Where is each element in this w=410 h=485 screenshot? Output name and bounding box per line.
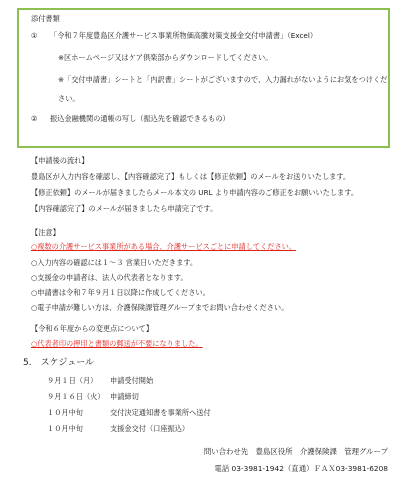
attachment-1-number: ① — [31, 31, 38, 40]
schedule-date-2: ９月１６日（火） — [47, 392, 105, 401]
schedule-date-4: １０月中旬 — [47, 424, 83, 433]
flow-line-1: 豊島区が入力内容を確認し、【内容確認完了】もしくは【修正依頼】のメールをお送りいたします。 — [31, 172, 351, 181]
note-4: ○申請書は令和７年９月１日以降に作成してください。 — [31, 288, 210, 297]
schedule-event-2: 申請締切 — [110, 392, 139, 401]
schedule-event-3: 交付決定通知書を事業所へ送付 — [110, 408, 211, 417]
schedule-date-3: １０月中旬 — [47, 408, 83, 417]
schedule-heading: 5. スケジュール — [23, 358, 95, 368]
flow-title: 【申請後の流れ】 — [31, 156, 89, 165]
change-1-warning: ○代表者印の押印と書類の郵送が不要になりました。 — [31, 339, 203, 348]
note-2: ○入力内容の確認には１～３ 営業日いただきます。 — [31, 258, 198, 267]
attachment-2-text: 振込金融機関の通帳の写し（振込先を確認できるもの） — [50, 114, 230, 123]
note-5: ○電子申請が難しい方は、介護保険課管理グループまでお問い合わせください。 — [31, 303, 289, 312]
contact-line-1: 問い合わせ先 豊島区役所 介護保険課 管理グループ — [203, 447, 388, 456]
attachment-1-note-1: ※区ホームページ又はケア倶楽部からダウンロードしてください。 — [58, 53, 273, 62]
notes-title: 【注意】 — [31, 228, 60, 237]
changes-title: 【令和６年度からの変更点について】 — [31, 324, 154, 333]
flow-line-3: 【内容確認完了】のメールが届きましたら申請完了です。 — [31, 204, 218, 213]
attachment-2-number: ② — [31, 114, 38, 123]
attachment-1-text: 「令和７年度豊島区介護サービス事業所物価高騰対策支援金交付申請書」（Excel） — [50, 31, 318, 40]
schedule-event-4: 支援金交付（口座振込） — [110, 424, 190, 433]
schedule-date-1: ９月１日（月） — [47, 376, 98, 385]
flow-line-2: 【修正依頼】のメールが届きましたらメール本文の URL より申請内容のご修正をお願いいたします。 — [31, 188, 359, 197]
note-1-warning: ○複数の介護サービス事業所がある場合、介護サービスごとに申請してください。 — [31, 242, 297, 251]
note-3: ○支援金の申請者は、法人の代表者となります。 — [31, 273, 188, 282]
attachment-1-note-2: ※「交付申請書」シートと「内訳書」シートがございますので、入力漏れがないようにお気をつけくだ — [58, 75, 388, 84]
attachments-title: 添付書類 — [31, 14, 60, 23]
attachment-1-note-2-cont: さい。 — [58, 94, 80, 103]
contact-line-2: 電話 03-3981-1942（直通）ＦＡＸ03-3981-6208 — [214, 464, 388, 473]
schedule-event-1: 申請受付開始 — [110, 376, 154, 385]
